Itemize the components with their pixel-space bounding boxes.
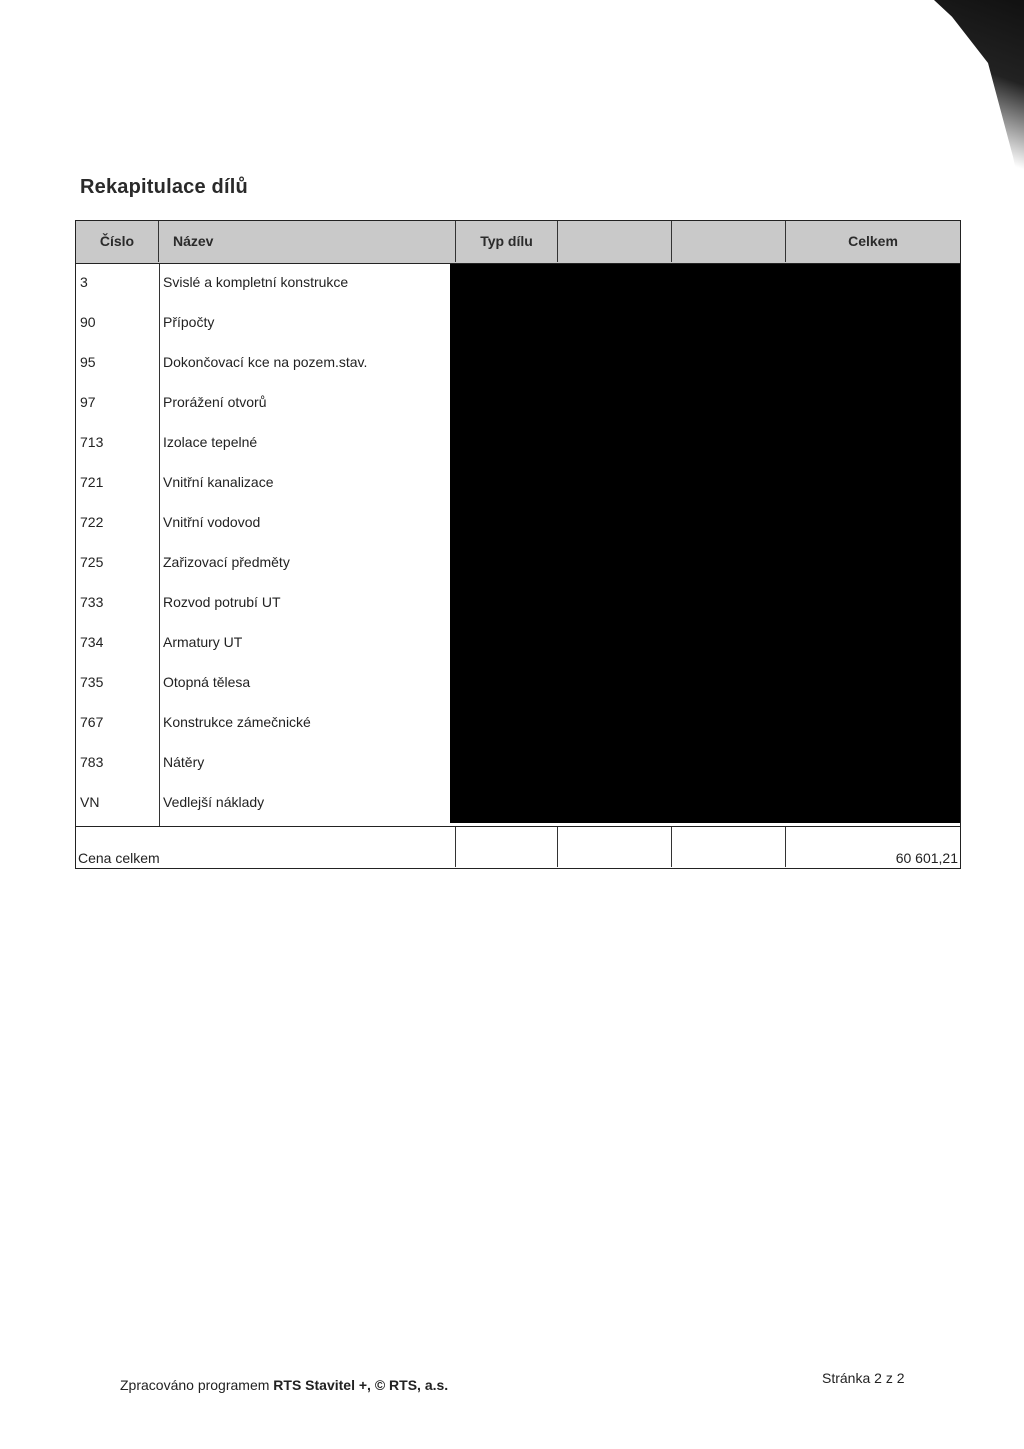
row-name: Vnitřní vodovod [163,514,261,530]
total-empty-cell [672,827,786,867]
table-row [76,544,450,584]
footer-program: RTS Stavitel +, [273,1377,371,1393]
footer-credit [120,1377,448,1393]
header-celkem: Celkem [848,233,898,249]
page-title: Rekapitulace dílů [80,176,248,198]
header-col5 [672,221,786,262]
row-number: 767 [80,714,104,730]
row-name: Dokončovací kce na pozem.stav. [163,354,368,370]
row-number: 725 [80,554,104,570]
table-header [76,221,960,264]
table-row [76,744,450,784]
row-number: 783 [80,754,104,770]
table-body [76,264,960,826]
row-name: Konstrukce zámečnické [163,714,311,730]
total-label: Cena celkem [78,850,160,866]
total-value-cell [786,827,960,867]
row-number: VN [80,794,100,810]
scan-shadow [934,0,1024,210]
row-number: 733 [80,594,104,610]
row-number: 735 [80,674,104,690]
table-row [76,504,450,544]
total-value: 60 601,21 [895,850,958,866]
table-row [76,784,450,824]
row-name: Vnitřní kanalizace [163,474,274,490]
row-name: Svislé a kompletní konstrukce [163,274,349,290]
table-row [76,304,450,344]
header-nazev: Název [159,221,456,262]
header-typ-dilu: Typ dílu [456,221,558,262]
row-name: Vedlejší náklady [163,794,265,810]
row-name: Otopná tělesa [163,674,251,690]
row-number: 90 [80,314,96,330]
row-name: Prorážení otvorů [163,394,267,410]
recap-table [75,220,961,869]
total-row [76,826,960,867]
header-col4 [558,221,672,262]
table-row [76,424,450,464]
page-number: Stránka 2 z 2 [822,1370,905,1386]
footer-prefix: Zpracováno programem [120,1377,274,1393]
row-number: 97 [80,394,96,410]
row-name: Nátěry [163,754,205,770]
row-name: Rozvod potrubí UT [163,594,281,610]
table-row [76,384,450,424]
row-name: Přípočty [163,314,215,330]
row-number: 713 [80,434,104,450]
redaction-block [450,264,960,823]
header-cislo: Číslo [76,221,159,262]
row-name: Izolace tepelné [163,434,258,450]
row-number: 3 [80,274,88,290]
total-empty-cell [558,827,672,867]
footer-copyright: © RTS, a.s. [370,1377,449,1393]
row-name: Armatury UT [163,634,243,650]
table-row [76,664,450,704]
row-number: 734 [80,634,104,650]
total-empty-cell [456,827,558,867]
table-row [76,584,450,624]
row-number: 722 [80,514,104,530]
total-label-cell [76,827,456,867]
row-number: 721 [80,474,104,490]
row-name: Zařizovací předměty [163,554,290,570]
table-row [76,624,450,664]
table-row [76,704,450,744]
table-row [76,344,450,384]
table-row [76,464,450,504]
row-number: 95 [80,354,96,370]
table-row [76,264,450,304]
